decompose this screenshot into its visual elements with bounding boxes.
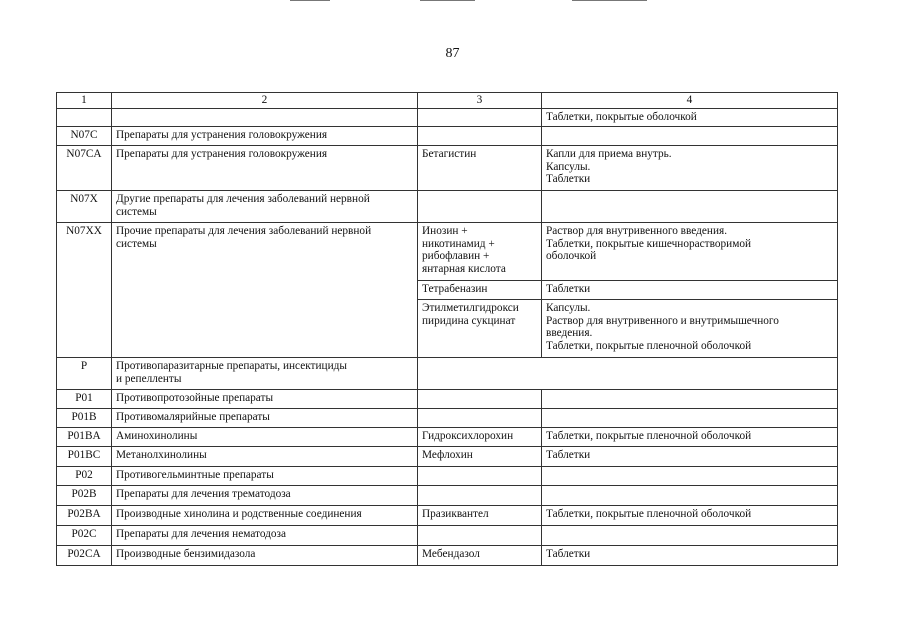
drug-name-cell: [418, 467, 542, 486]
table-row: [57, 506, 838, 526]
group-name-cell: Препараты для устранения головокружения: [112, 127, 418, 146]
column-header: 4: [542, 93, 838, 109]
drug-name-cell: [418, 409, 542, 428]
table-row: [57, 223, 838, 281]
atc-code-cell: P01BC: [57, 447, 112, 467]
group-name-cell: Противомалярийные препараты: [112, 409, 418, 428]
drug-name-cell: [418, 526, 542, 546]
dosage-form-cell: [542, 127, 838, 146]
atc-code-cell: P02C: [57, 526, 112, 546]
dosage-form-cell: [542, 409, 838, 428]
drug-name-cell: [418, 109, 542, 127]
atc-code-cell: P01: [57, 390, 112, 409]
group-name-cell: [112, 109, 418, 127]
group-name-cell: Противогельминтные препараты: [112, 467, 418, 486]
table-row: [57, 447, 838, 467]
dosage-form-cell: Таблетки, покрытые пленочной оболочкой: [542, 506, 838, 526]
drug-name-cell: Мебендазол: [418, 546, 542, 566]
table-row: [57, 358, 838, 390]
dosage-form-cell: [542, 191, 838, 223]
table-row: [57, 191, 838, 223]
scan-artifact-line: [420, 0, 475, 1]
atc-code-cell: P02CA: [57, 546, 112, 566]
drug-name-cell: [418, 191, 542, 223]
table-row: [57, 109, 838, 127]
column-header: 3: [418, 93, 542, 109]
dosage-form-cell: Таблетки, покрытые оболочкой: [542, 109, 838, 127]
atc-code-cell: P02B: [57, 486, 112, 506]
table-row: [57, 390, 838, 409]
atc-code-cell: P02: [57, 467, 112, 486]
group-name-cell: Производные бензимидазола: [112, 546, 418, 566]
group-name-cell: Препараты для лечения нематодоза: [112, 526, 418, 546]
page-number: 87: [445, 46, 460, 61]
column-header: 2: [112, 93, 418, 109]
group-name-cell: Препараты для лечения трематодоза: [112, 486, 418, 506]
dosage-form-cell: Таблетки: [542, 546, 838, 566]
drug-name-cell: [418, 127, 542, 146]
scan-artifact-line: [290, 0, 330, 1]
atc-code-cell: P: [57, 358, 112, 390]
atc-code-cell: N07X: [57, 191, 112, 223]
dosage-form-cell: Таблетки, покрытые пленочной оболочкой: [542, 428, 838, 447]
table-row: [57, 486, 838, 506]
drug-name-cell: Этилметилгидрокси пиридина сукцинат: [418, 300, 542, 358]
table-row: [57, 409, 838, 428]
drug-name-cell: [418, 486, 542, 506]
atc-code-cell: [57, 109, 112, 127]
group-name-cell: Другие препараты для лечения заболеваний нервной системы: [112, 191, 418, 223]
group-name-cell: Аминохинолины: [112, 428, 418, 447]
drug-name-cell: Тетрабеназин: [418, 281, 542, 300]
drug-classification-table: [56, 92, 838, 566]
dosage-form-cell: [542, 526, 838, 546]
group-name-cell: Прочие препараты для лечения заболеваний нервной системы: [112, 223, 418, 358]
dosage-form-cell: [542, 467, 838, 486]
table-row: [57, 526, 838, 546]
table-row: [57, 428, 838, 447]
group-name-cell: Противопаразитарные препараты, инсектициды и репелленты: [112, 358, 418, 390]
dosage-form-cell: Раствор для внутривенного введения. Таблетки, покрытые кишечнорастворимой оболочкой: [542, 223, 838, 281]
table-row: [57, 146, 838, 191]
atc-code-cell: N07C: [57, 127, 112, 146]
atc-code-cell: P01BA: [57, 428, 112, 447]
drug-name-cell: Бетагистин: [418, 146, 542, 191]
table-header-row: [57, 93, 838, 109]
dosage-form-cell: Таблетки: [542, 281, 838, 300]
drug-name-cell: Инозин + никотинамид + рибофлавин + янтарная кислота: [418, 223, 542, 281]
atc-code-cell: P01B: [57, 409, 112, 428]
drug-name-cell: [418, 358, 838, 390]
table-row: [57, 546, 838, 566]
drug-name-cell: Празиквантел: [418, 506, 542, 526]
drug-name-cell: Гидроксихлорохин: [418, 428, 542, 447]
drug-name-cell: [418, 390, 542, 409]
column-header: 1: [57, 93, 112, 109]
group-name-cell: Препараты для устранения головокружения: [112, 146, 418, 191]
dosage-form-cell: [542, 390, 838, 409]
dosage-form-cell: [542, 486, 838, 506]
group-name-cell: Производные хинолина и родственные соединения: [112, 506, 418, 526]
table-row: [57, 467, 838, 486]
atc-code-cell: N07XX: [57, 223, 112, 358]
scan-artifact-line: [572, 0, 647, 1]
atc-code-cell: N07CA: [57, 146, 112, 191]
table-row: [57, 127, 838, 146]
dosage-form-cell: Капсулы. Раствор для внутривенного и внутримышечного введения. Таблетки, покрытые пленочной оболочкой: [542, 300, 838, 358]
dosage-form-cell: Таблетки: [542, 447, 838, 467]
group-name-cell: Противопротозойные препараты: [112, 390, 418, 409]
dosage-form-cell: Капли для приема внутрь. Капсулы. Таблетки: [542, 146, 838, 191]
group-name-cell: Метанолхинолины: [112, 447, 418, 467]
atc-code-cell: P02BA: [57, 506, 112, 526]
drug-name-cell: Мефлохин: [418, 447, 542, 467]
